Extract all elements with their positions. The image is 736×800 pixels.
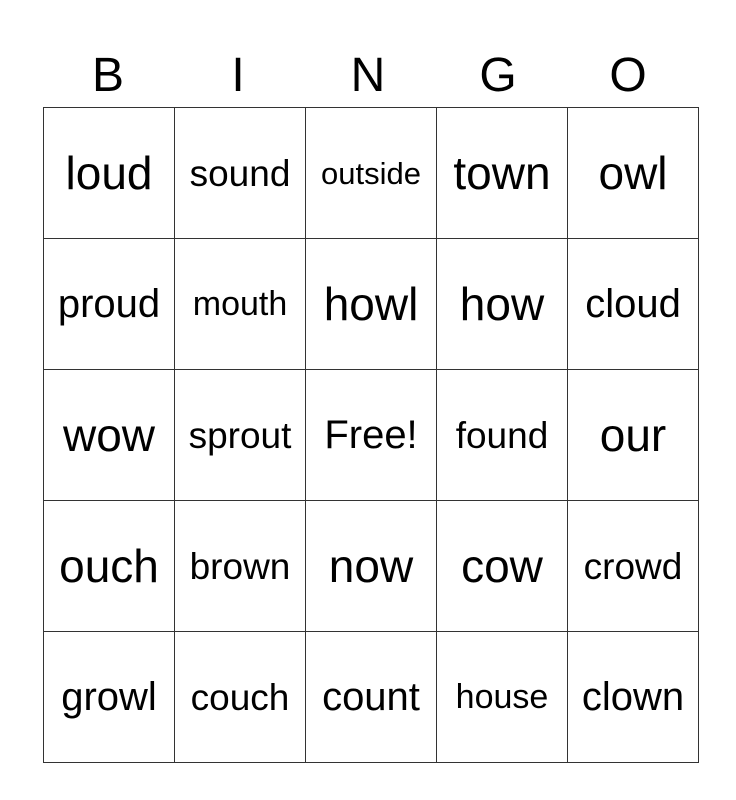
bingo-cell[interactable]: town: [437, 108, 568, 239]
board-row: [44, 108, 699, 239]
board-row: [44, 370, 699, 501]
bingo-cell[interactable]: crowd: [568, 501, 699, 632]
bingo-cell[interactable]: how: [437, 239, 568, 370]
bingo-cell[interactable]: count: [306, 632, 437, 763]
bingo-cell[interactable]: our: [568, 370, 699, 501]
bingo-cell[interactable]: brown: [175, 501, 306, 632]
bingo-cell[interactable]: proud: [44, 239, 175, 370]
bingo-cell[interactable]: loud: [44, 108, 175, 239]
header-letter-n: N: [350, 49, 386, 102]
bingo-cell[interactable]: wow: [44, 370, 175, 501]
header-letter-g: G: [479, 49, 517, 102]
bingo-cell[interactable]: howl: [306, 239, 437, 370]
bingo-cell[interactable]: cow: [437, 501, 568, 632]
bingo-cell[interactable]: growl: [44, 632, 175, 763]
bingo-cell[interactable]: cloud: [568, 239, 699, 370]
bingo-cell[interactable]: sprout: [175, 370, 306, 501]
bingo-header: [43, 48, 693, 104]
bingo-cell[interactable]: owl: [568, 108, 699, 239]
board-row: [44, 501, 699, 632]
board-row: [44, 239, 699, 370]
bingo-cell[interactable]: house: [437, 632, 568, 763]
header-letter-i: I: [231, 49, 245, 102]
bingo-cell[interactable]: found: [437, 370, 568, 501]
bingo-cell[interactable]: couch: [175, 632, 306, 763]
header-letter-o: O: [609, 49, 647, 102]
bingo-cell[interactable]: now: [306, 501, 437, 632]
header-letter-b: B: [91, 49, 124, 102]
bingo-cell[interactable]: ouch: [44, 501, 175, 632]
bingo-cell[interactable]: clown: [568, 632, 699, 763]
bingo-cell[interactable]: sound: [175, 108, 306, 239]
board-row: [44, 632, 699, 763]
bingo-board: [43, 107, 699, 763]
bingo-cell[interactable]: mouth: [175, 239, 306, 370]
free-space-cell[interactable]: Free!: [306, 370, 437, 501]
bingo-cell[interactable]: outside: [306, 108, 437, 239]
